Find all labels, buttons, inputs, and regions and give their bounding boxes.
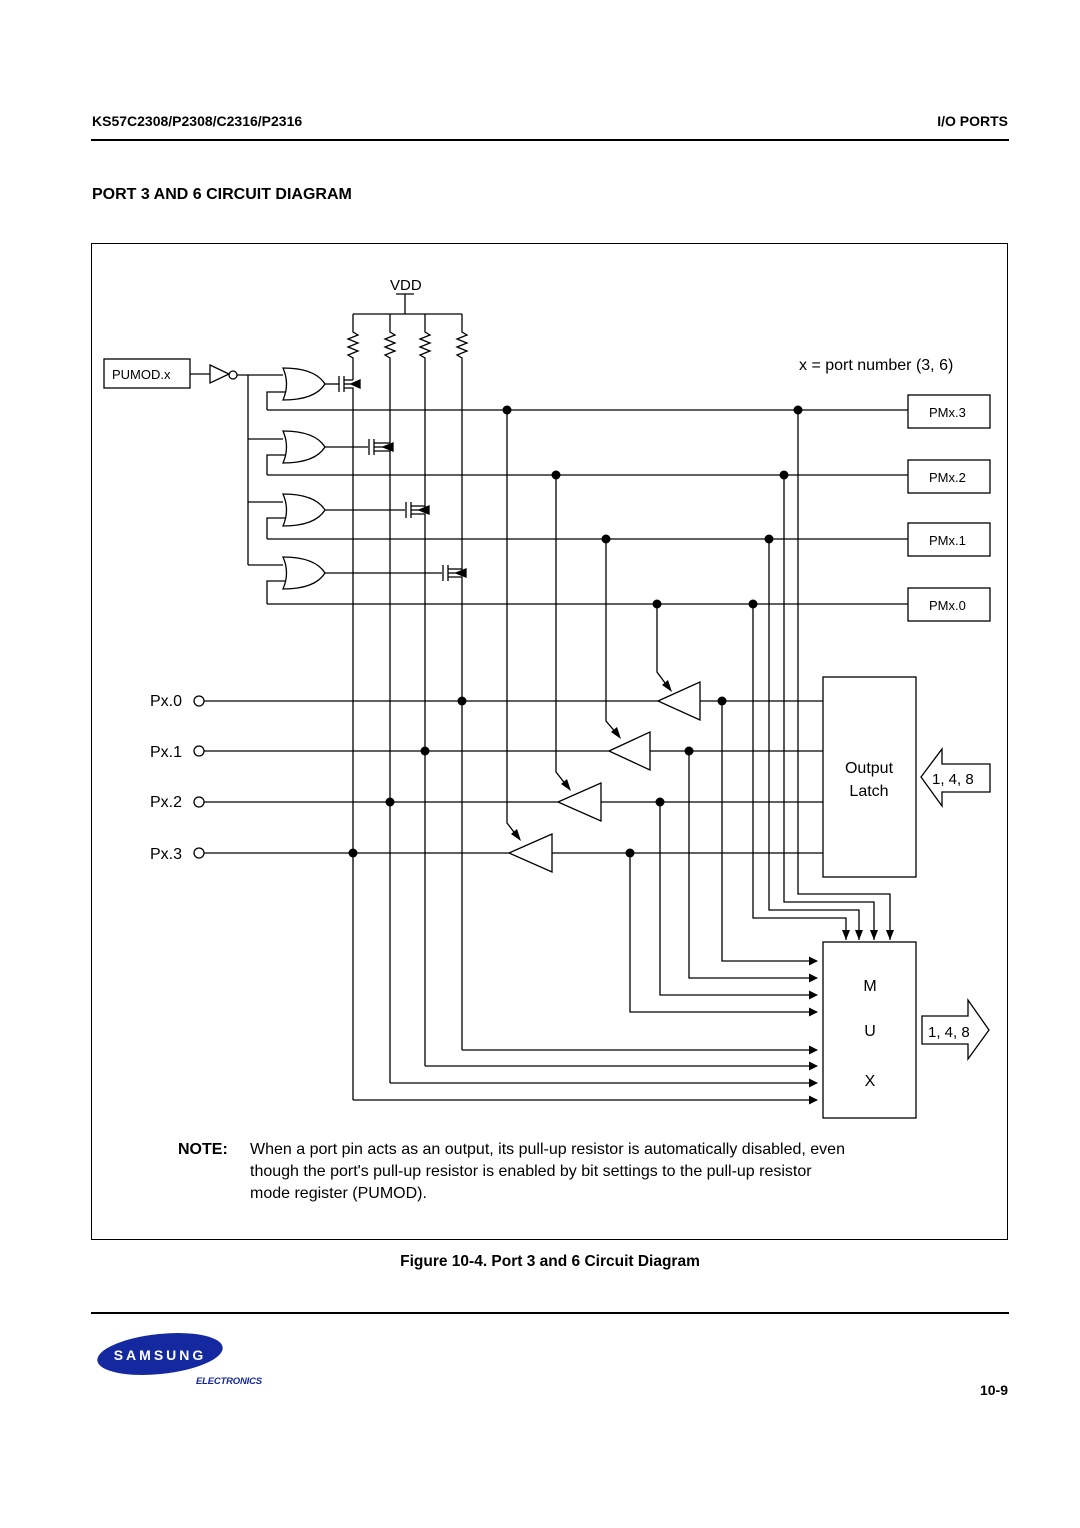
output-latch-label-1: Output xyxy=(844,760,894,777)
samsung-logo xyxy=(96,1330,226,1378)
pm-boxes xyxy=(908,395,990,621)
section-title: PORT 3 AND 6 CIRCUIT DIAGRAM xyxy=(92,186,352,203)
page-number: 10-9 xyxy=(979,1382,1008,1398)
mux-letter-m: M xyxy=(863,978,877,995)
pm-taps xyxy=(507,410,890,940)
pm-lines xyxy=(267,410,908,604)
header-section: I/O PORTS xyxy=(937,113,1008,129)
or-gates xyxy=(267,368,442,604)
pm-label-1: PMx.1 xyxy=(929,533,966,548)
note-text: When a port pin acts as an output, its pull-up resistor is automatically disabled, even though the port's pull-up resistor is enabled by bit settings to the pull-up resistor mode register (PUMOD). xyxy=(250,1141,845,1202)
vdd-rail xyxy=(353,294,462,314)
pumod-label: PUMOD.x xyxy=(112,367,171,382)
port-number-note: x = port number (3, 6) xyxy=(799,357,954,374)
output-latch-label-2: Latch xyxy=(849,783,889,800)
pin-label-0: Px.0 xyxy=(150,693,183,710)
samsung-electronics-text: ELECTRONICS xyxy=(196,1376,262,1387)
output-latch-box xyxy=(823,677,916,877)
samsung-wordmark: SAMSUNG xyxy=(113,1347,207,1363)
latch-to-mux xyxy=(630,701,817,1012)
pm-label-3: PMx.3 xyxy=(929,405,966,420)
pull-up-transistors xyxy=(339,376,466,1100)
pin-lines xyxy=(194,696,658,858)
pin-label-1: Px.1 xyxy=(150,744,183,761)
mux-letter-u: U xyxy=(864,1023,876,1040)
note-label: NOTE: xyxy=(178,1141,228,1158)
bus-in-label: 1, 4, 8 xyxy=(932,771,974,788)
pin-to-mux xyxy=(353,1050,817,1100)
figure-caption: Figure 10-4. Port 3 and 6 Circuit Diagram xyxy=(400,1253,700,1270)
junction-dots xyxy=(349,406,803,858)
pm-label-0: PMx.0 xyxy=(929,598,966,613)
pin-label-3: Px.3 xyxy=(150,846,183,863)
pm-label-2: PMx.2 xyxy=(929,470,966,485)
pin-label-2: Px.2 xyxy=(150,794,183,811)
pumod-inverter xyxy=(190,365,283,565)
header-part-numbers: KS57C2308/P2308/C2316/P2316 xyxy=(92,113,303,129)
pm-tap-arrows xyxy=(511,680,894,940)
vdd-label: VDD xyxy=(390,277,422,294)
footer-rule xyxy=(91,1312,1009,1314)
mux-letter-x: X xyxy=(864,1073,876,1090)
bus-out-label: 1, 4, 8 xyxy=(928,1024,970,1041)
pull-up-resistors xyxy=(348,314,467,570)
